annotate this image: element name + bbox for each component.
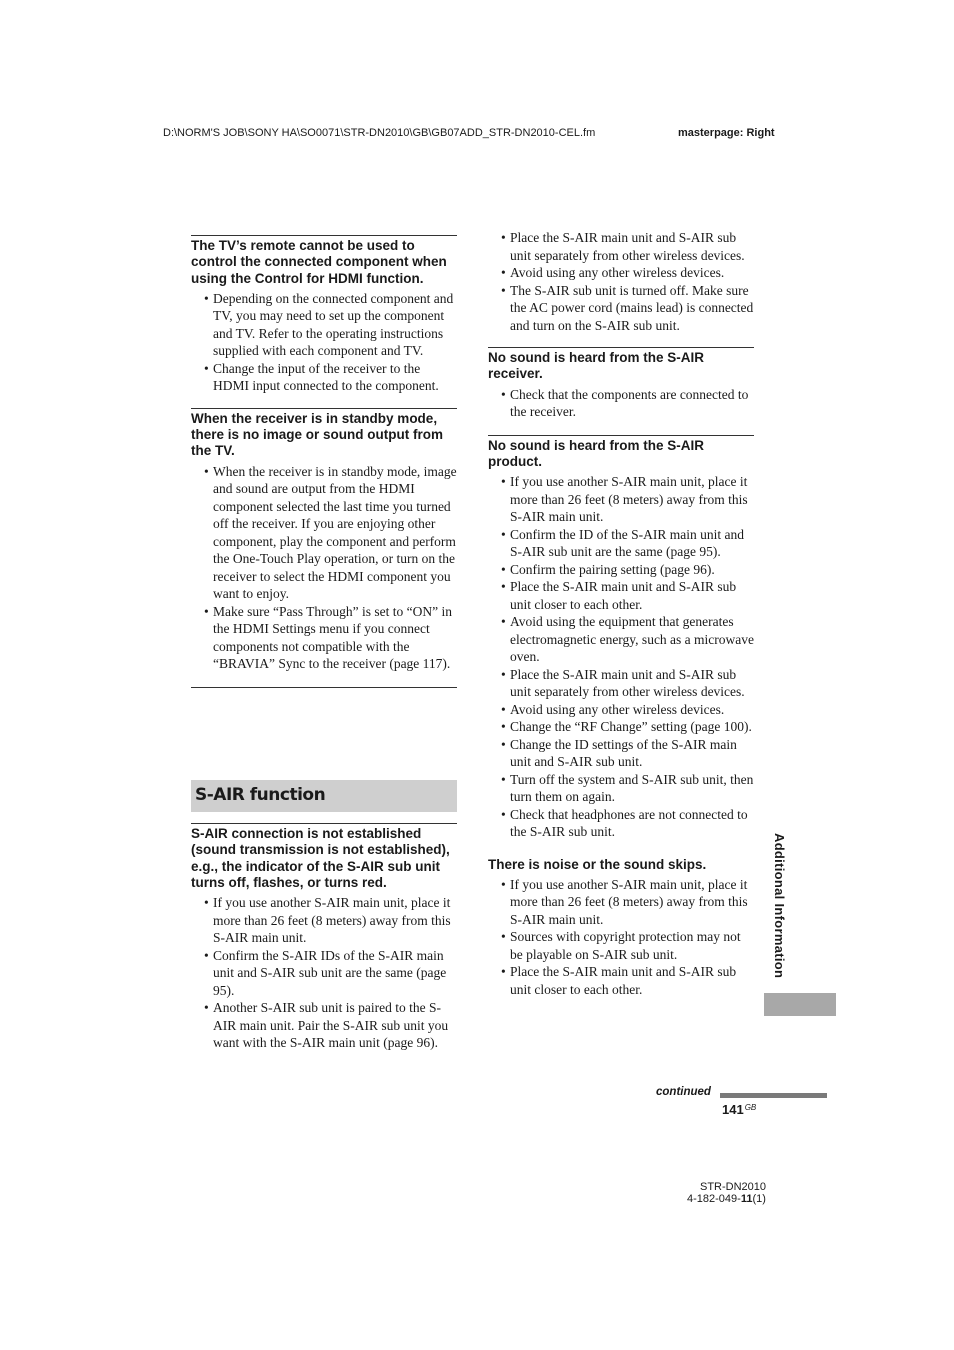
list-item-text: Change the input of the receiver to the HDMI input connected to the component. bbox=[213, 360, 439, 394]
section-standby-mode bbox=[191, 408, 457, 673]
page-number bbox=[722, 1102, 756, 1117]
list-item bbox=[191, 463, 457, 603]
bullet-icon: • bbox=[204, 463, 209, 479]
list-item bbox=[488, 666, 754, 701]
list-item-text: Turn off the system and S-AIR sub unit, then turn them on again. bbox=[510, 771, 754, 805]
list-item bbox=[488, 806, 754, 841]
header-masterpage: masterpage: Right bbox=[678, 127, 775, 139]
list-item-text: Place the S-AIR main unit and S-AIR sub unit separately from other wireless devices. bbox=[510, 666, 745, 700]
section-noise-skips bbox=[488, 857, 754, 999]
list-item bbox=[488, 264, 754, 282]
list-item-text: Another S-AIR sub unit is paired to the S-AIR main unit. Pair the S-AIR sub unit you want with the S-AIR main unit (page 96). bbox=[213, 1000, 449, 1051]
list-item bbox=[488, 561, 754, 579]
section-no-sound-receiver bbox=[488, 347, 754, 421]
bullet-icon: • bbox=[501, 386, 506, 402]
list-item-text: If you use another S-AIR main unit, place it more than 26 feet (8 meters) away from this S-AIR main unit. bbox=[213, 895, 451, 946]
bullet-icon: • bbox=[501, 561, 506, 577]
bullet-icon: • bbox=[501, 526, 506, 542]
list-item bbox=[488, 613, 754, 666]
section-heading: No sound is heard from the S-AIR receiver. bbox=[488, 350, 705, 382]
bullet-icon: • bbox=[501, 771, 506, 787]
bullet-icon: • bbox=[501, 282, 506, 298]
list-item-text: Avoid using any other wireless devices. bbox=[510, 265, 725, 280]
bullet-icon: • bbox=[204, 895, 209, 911]
list-item bbox=[488, 701, 754, 719]
list-item-text: If you use another S-AIR main unit, place it more than 26 feet (8 meters) away from this S-AIR main unit. bbox=[510, 876, 748, 927]
divider bbox=[191, 687, 457, 688]
left-column-bottom bbox=[191, 823, 457, 1052]
code-bold: 11 bbox=[740, 1193, 753, 1205]
bullet-list bbox=[488, 876, 754, 999]
list-item-text: Make sure “Pass Through” is set to “ON” in the HDMI Settings menu if you connect components not compatible with the “BRAVIA” Sync to the receiver (page 117). bbox=[213, 603, 452, 672]
list-item-text: Place the S-AIR main unit and S-AIR sub unit closer to each other. bbox=[510, 579, 737, 612]
list-item bbox=[488, 578, 754, 613]
list-item-text: Confirm the pairing setting (page 96). bbox=[510, 561, 715, 577]
bullet-list bbox=[191, 290, 457, 395]
model-number: STR-DN2010 bbox=[700, 1181, 767, 1193]
bullet-icon: • bbox=[204, 360, 209, 376]
list-item-text: Sources with copyright protection may not be playable on S-AIR sub unit. bbox=[510, 929, 741, 962]
left-column-top bbox=[191, 235, 457, 688]
section-no-sound-product bbox=[488, 435, 754, 841]
section-tv-remote bbox=[191, 235, 457, 395]
list-item-text: The S-AIR sub unit is turned off. Make sure the AC power cord (mains lead) is connected and turn on the S-AIR sub unit. bbox=[510, 282, 754, 333]
side-tab-marker bbox=[764, 993, 836, 1016]
list-item bbox=[488, 876, 754, 929]
list-item bbox=[191, 894, 457, 947]
bullet-icon: • bbox=[501, 701, 506, 717]
section-heading: When the receiver is in standby mode, there is no image or sound output from the TV. bbox=[191, 410, 444, 459]
list-item-text: Avoid using any other wireless devices. bbox=[510, 701, 725, 717]
list-item-text: Place the S-AIR main unit and S-AIR sub unit closer to each other. bbox=[510, 964, 737, 997]
list-item bbox=[488, 718, 754, 736]
list-item bbox=[488, 928, 754, 963]
code-prefix: 4-182-049- bbox=[687, 1193, 741, 1205]
list-item bbox=[191, 290, 457, 360]
list-item bbox=[488, 526, 754, 561]
list-item bbox=[488, 736, 754, 771]
list-item-text: Depending on the connected component and TV, you may need to set up the component and TV. Refer to the operating instructions supplied with each component and TV. bbox=[213, 290, 454, 359]
section-s-air-connection bbox=[191, 823, 457, 1052]
section-heading: No sound is heard from the S-AIR product. bbox=[488, 437, 705, 469]
list-item bbox=[191, 999, 457, 1052]
bullet-list bbox=[191, 463, 457, 673]
section-heading: S-AIR connection is not established (sound transmission is not established), e.g., the indicator of the S-AIR sub unit turns off, flashes, or turns red. bbox=[191, 826, 450, 890]
list-item-text: Check that headphones are not connected to the S-AIR sub unit. bbox=[510, 806, 748, 840]
bullet-icon: • bbox=[501, 929, 506, 945]
bullet-icon: • bbox=[501, 876, 506, 892]
list-item bbox=[488, 473, 754, 526]
header-file-path: D:\NORM'S JOB\SONY HA\SO0071\STR-DN2010\GB\GB07ADD_STR-DN2010-CEL.fm bbox=[163, 127, 596, 139]
bullet-icon: • bbox=[204, 1000, 209, 1016]
bullet-icon: • bbox=[501, 265, 506, 280]
list-item bbox=[488, 963, 754, 998]
continued-bar bbox=[720, 1093, 827, 1098]
list-item bbox=[191, 603, 457, 673]
bullet-icon: • bbox=[501, 474, 506, 490]
section-title: S-AIR function bbox=[195, 785, 326, 805]
bullet-icon: • bbox=[501, 230, 506, 245]
list-item-text: Avoid using the equipment that generates electromagnetic energy, such as a microwave oven. bbox=[510, 614, 755, 665]
list-item bbox=[488, 386, 754, 421]
list-item bbox=[488, 282, 754, 335]
list-item-text: When the receiver is in standby mode, image and sound are output from the HDMI component selected the last time you turned off the receiver. If you are enjoying other component, play the component and perform the One-Touch Play operation, or turn on the receiver to select the HDMI component you want to enjoy. bbox=[213, 463, 457, 602]
bullet-icon: • bbox=[501, 666, 506, 682]
section-title-bar bbox=[191, 780, 457, 812]
list-item-text: Confirm the ID of the S-AIR main unit and S-AIR sub unit are the same (page 95). bbox=[510, 526, 744, 560]
bullet-icon: • bbox=[501, 806, 506, 822]
document-code bbox=[687, 1193, 766, 1205]
bullet-icon: • bbox=[204, 603, 209, 619]
continued-label: continued bbox=[656, 1086, 711, 1098]
list-item bbox=[191, 360, 457, 395]
list-item-text: Place the S-AIR main unit and S-AIR sub unit separately from other wireless devices. bbox=[510, 230, 745, 263]
side-tab-label: Additional Information bbox=[772, 833, 787, 979]
bullet-icon: • bbox=[501, 719, 506, 735]
list-item-text: Change the “RF Change” setting (page 100). bbox=[510, 719, 752, 735]
list-item bbox=[488, 771, 754, 806]
list-item-text: Change the ID settings of the S-AIR main unit and S-AIR sub unit. bbox=[510, 736, 737, 770]
bullet-icon: • bbox=[204, 947, 209, 963]
list-item bbox=[488, 229, 754, 264]
bullet-list bbox=[488, 473, 754, 841]
code-suffix: (1) bbox=[752, 1193, 766, 1205]
page-suffix: GB bbox=[744, 1103, 757, 1112]
list-item-text: If you use another S-AIR main unit, place it more than 26 feet (8 meters) away from this S-AIR main unit. bbox=[510, 474, 748, 525]
bullet-list bbox=[488, 386, 754, 421]
bullet-icon: • bbox=[501, 579, 506, 595]
right-column bbox=[488, 229, 754, 998]
section-heading: There is noise or the sound skips. bbox=[488, 856, 707, 872]
section-heading: The TV’s remote cannot be used to control the connected component when using the Control for HDMI function. bbox=[191, 238, 447, 286]
bullet-icon: • bbox=[204, 290, 209, 306]
bullet-icon: • bbox=[501, 964, 506, 980]
bullet-list-continued bbox=[488, 229, 754, 334]
bullet-icon: • bbox=[501, 614, 506, 630]
list-item-text: Check that the components are connected to the receiver. bbox=[510, 386, 749, 420]
page-number-value: 141 bbox=[722, 1102, 744, 1117]
list-item-text: Confirm the S-AIR IDs of the S-AIR main unit and S-AIR sub unit are the same (page 95). bbox=[213, 947, 447, 998]
list-item bbox=[191, 947, 457, 1000]
bullet-icon: • bbox=[501, 736, 506, 752]
bullet-list bbox=[191, 894, 457, 1052]
